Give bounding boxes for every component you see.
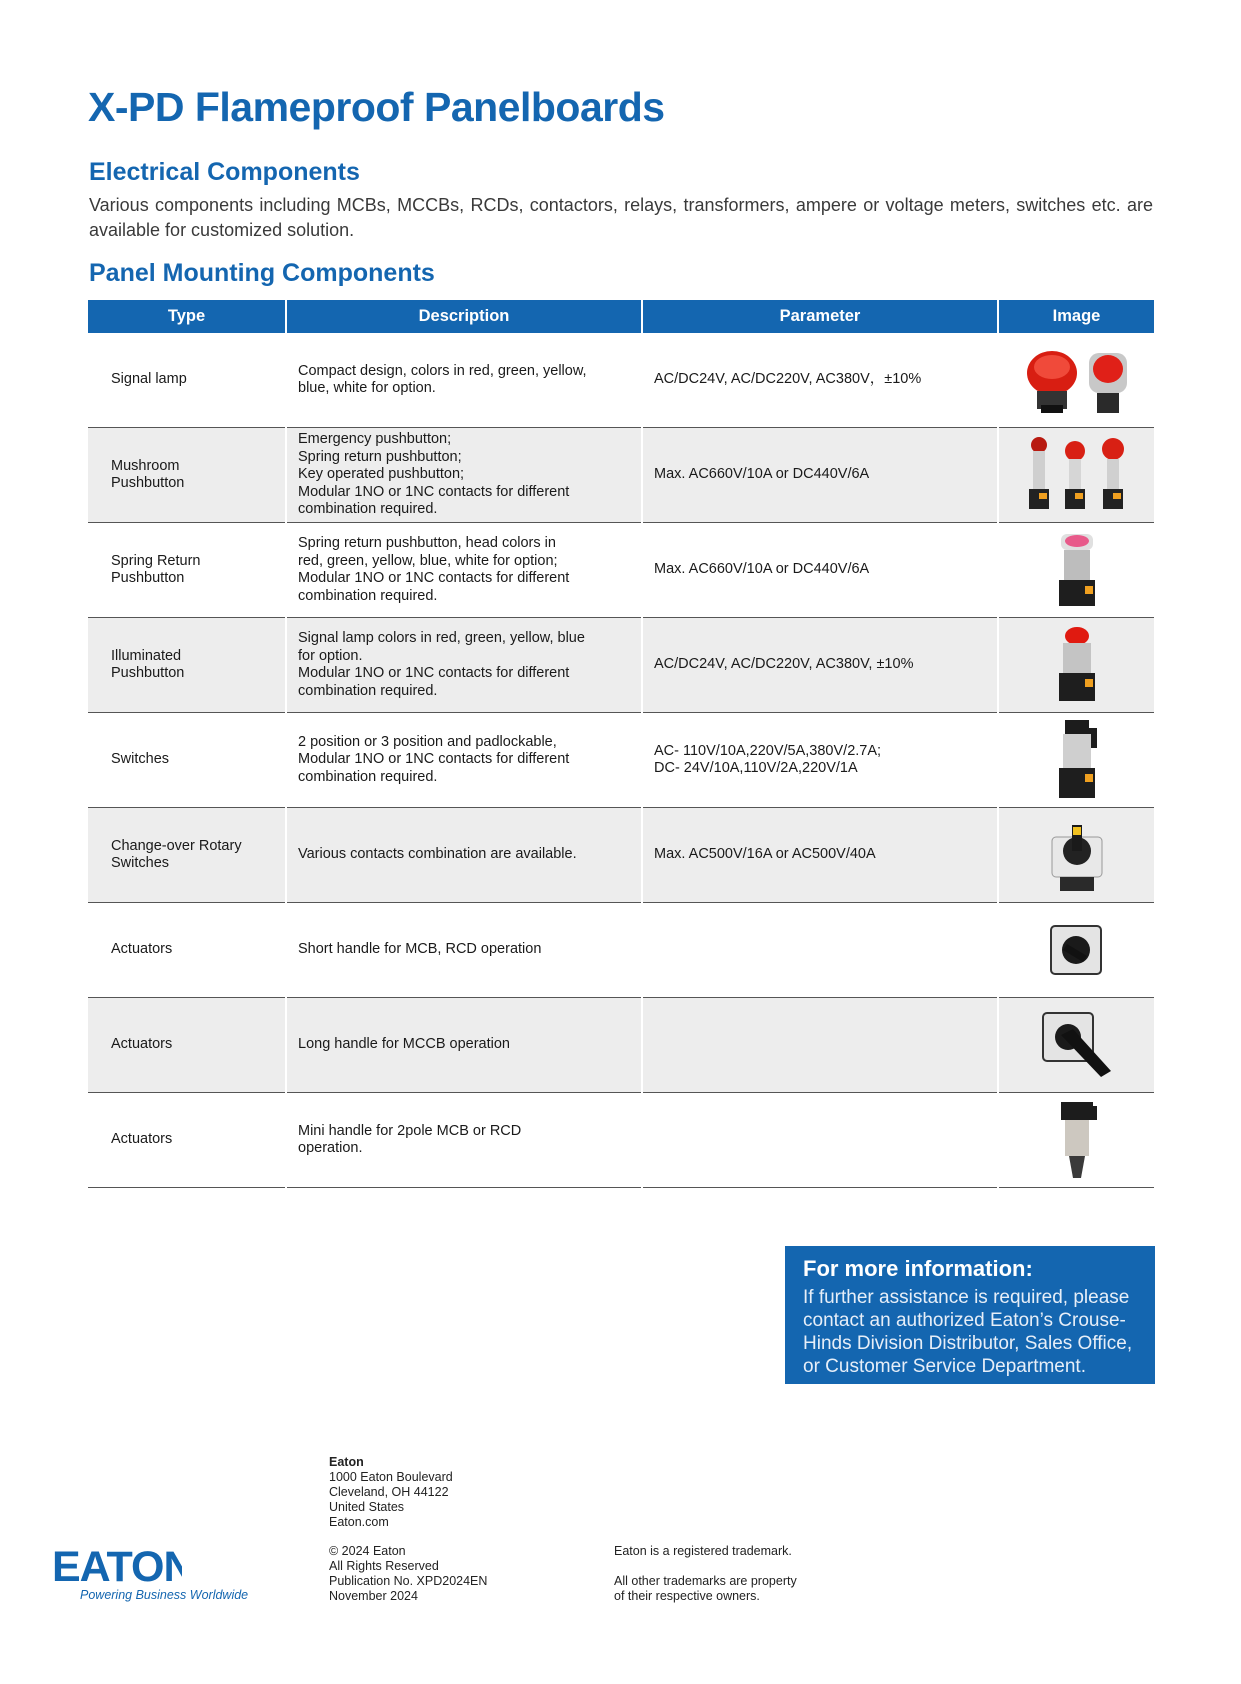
website-link[interactable]: Eaton.com xyxy=(329,1515,389,1529)
row-description: Emergency pushbutton; Spring return pushbutton; Key operated pushbutton; Modular 1NO or 1NC contacts for different combination required. xyxy=(298,431,570,518)
column-header-parameter: Parameter xyxy=(642,300,998,333)
publication-number: Publication No. XPD2024EN xyxy=(329,1574,488,1588)
table-row xyxy=(88,523,1154,618)
eaton-logo xyxy=(52,1548,249,1604)
row-description: Spring return pushbutton, head colors in red, green, yellow, blue, white for option; Modular 1NO or 1NC contacts for different combination required. xyxy=(298,535,570,604)
row-parameter: AC- 110V/10A,220V/5A,380V/2.7A; DC- 24V/10A,110V/2A,220V/1A xyxy=(654,742,882,776)
row-type: Switches xyxy=(111,751,170,768)
spring-return-pushbutton-image xyxy=(1047,530,1107,610)
table-row xyxy=(88,903,1154,998)
more-information-heading: For more information: xyxy=(803,1256,1033,1281)
eaton-logo-mark xyxy=(52,1548,182,1584)
row-description: Signal lamp colors in red, green, yellow, blue for option. Modular 1NO or 1NC contacts for different combination required. xyxy=(298,630,585,699)
row-type: Signal lamp xyxy=(111,371,187,388)
mini-handle-actuator-image xyxy=(1047,1098,1107,1182)
column-header-type: Type xyxy=(88,300,286,333)
row-parameter: AC/DC24V, AC/DC220V, AC380V, ±10% xyxy=(654,656,914,673)
trademark-line: All other trademarks are property xyxy=(614,1574,797,1588)
company-name: Eaton xyxy=(329,1455,364,1469)
table-row xyxy=(88,808,1154,903)
panel-mounting-heading: Panel Mounting Components xyxy=(89,259,435,287)
table-row xyxy=(88,428,1154,523)
row-type: Actuators xyxy=(111,1036,173,1053)
electrical-components-text: Various components including MCBs, MCCBs, RCDs, contactors, relays, transformers, ampere or voltage meters, switches etc. are available for customized solution. xyxy=(89,195,1153,240)
logo-tagline: Powering Business Worldwide xyxy=(80,1588,249,1602)
table-header-row xyxy=(88,300,1154,333)
switch-image xyxy=(1047,718,1107,802)
row-type: Change-over Rotary Switches xyxy=(111,837,242,871)
row-type: Illuminated Pushbutton xyxy=(111,647,185,681)
page-title: X-PD Flameproof Panelboards xyxy=(88,84,665,130)
table-row xyxy=(88,998,1154,1093)
copyright-line: All Rights Reserved xyxy=(329,1559,439,1573)
row-type: Spring Return Pushbutton xyxy=(111,552,201,586)
components-table xyxy=(88,300,1154,1188)
illuminated-pushbutton-image xyxy=(1047,625,1107,705)
row-parameter: Max. AC660V/10A or DC440V/6A xyxy=(654,466,870,483)
row-description: 2 position or 3 position and padlockable, Modular 1NO or 1NC contacts for different combination required. xyxy=(298,733,570,785)
eaton-logo-text: EATON xyxy=(52,1548,182,1584)
mushroom-pushbutton-image xyxy=(1017,435,1137,515)
address-line: United States xyxy=(329,1500,405,1514)
table-row xyxy=(88,713,1154,808)
row-description: Various contacts combination are available. xyxy=(298,846,577,863)
table-row xyxy=(88,333,1154,428)
publication-date: November 2024 xyxy=(329,1589,418,1603)
row-parameter: Max. AC660V/10A or DC440V/6A xyxy=(654,561,870,578)
address-line: 1000 Eaton Boulevard xyxy=(329,1470,453,1484)
row-type: Mushroom Pushbutton xyxy=(111,457,185,491)
short-handle-actuator-image xyxy=(1047,922,1107,978)
row-description: Compact design, colors in red, green, yellow, blue, white for option. xyxy=(298,362,587,396)
row-description: Mini handle for 2pole MCB or RCD operation. xyxy=(298,1122,522,1156)
electrical-components-heading: Electrical Components xyxy=(89,158,360,186)
column-header-description: Description xyxy=(286,300,642,333)
address-line: Cleveland, OH 44122 xyxy=(329,1485,449,1499)
column-header-image: Image xyxy=(998,300,1154,333)
row-type: Actuators xyxy=(111,1131,173,1148)
row-description: Long handle for MCCB operation xyxy=(298,1036,510,1053)
long-handle-actuator-image xyxy=(1037,1009,1117,1081)
trademark-line: of their respective owners. xyxy=(614,1589,760,1603)
signal-lamp-image xyxy=(1017,343,1137,417)
more-information-box xyxy=(785,1246,1155,1384)
copyright-line: © 2024 Eaton xyxy=(329,1544,406,1558)
row-type: Actuators xyxy=(111,941,173,958)
trademark-block xyxy=(614,1544,797,1604)
trademark-line: Eaton is a registered trademark. xyxy=(614,1544,792,1558)
more-information-text: If further assistance is required, please contact an authorized Eaton’s Crouse-Hinds Division Distributor, Sales Office, or Customer Service Department. xyxy=(803,1287,1133,1377)
table-row xyxy=(88,618,1154,713)
row-parameter: Max. AC500V/16A or AC500V/40A xyxy=(654,846,876,863)
row-description: Short handle for MCB, RCD operation xyxy=(298,941,542,958)
company-address xyxy=(329,1455,453,1530)
table-row xyxy=(88,1093,1154,1188)
row-parameter: AC/DC24V, AC/DC220V, AC380V，±10% xyxy=(654,371,922,388)
rotary-switch-image xyxy=(1042,817,1112,893)
copyright-block xyxy=(329,1544,487,1604)
